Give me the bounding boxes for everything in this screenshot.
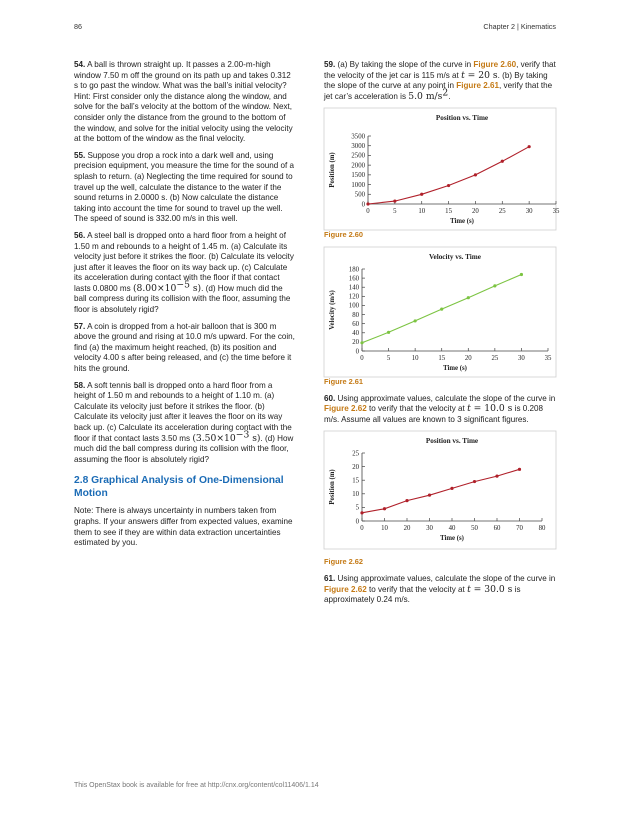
y-tick-label: 3000	[351, 143, 365, 151]
x-tick-label: 10	[381, 525, 388, 533]
math-variable: t	[461, 69, 465, 81]
chapter-header: Chapter 2 | Kinematics	[483, 22, 556, 31]
math-expression: (8.00×10	[132, 282, 177, 294]
y-tick-label: 20	[352, 464, 359, 472]
y-tick-label: 25	[352, 450, 359, 458]
math-expression: = 30.0 s	[470, 583, 513, 595]
problem-text: to verify that the velocity at	[366, 584, 468, 594]
data-point	[474, 174, 477, 177]
problem-text: A coin is dropped from a hot-air balloon that is 300 m above the ground and rising at 10.0 m/s upward. For the coin, find (a) the maximum height reached, (b) its position and velocity 4.00 s after being released, and (c) the time before it hits the ground.	[74, 321, 295, 374]
problem-text: , verify that the jet car’s acceleration is	[324, 81, 553, 101]
y-tick-label: 100	[348, 302, 359, 310]
x-tick-label: 20	[403, 525, 411, 533]
problem-text: (a) By taking the slope of the curve in	[335, 60, 474, 69]
data-point	[420, 193, 423, 196]
data-point	[428, 494, 431, 497]
x-tick-label: 25	[491, 354, 499, 362]
data-point	[366, 203, 369, 206]
data-point	[467, 296, 470, 299]
data-point	[383, 508, 386, 511]
y-tick-label: 3500	[351, 133, 365, 141]
figure-link[interactable]: Figure 2.62	[324, 404, 367, 414]
y-tick-label: 160	[348, 275, 359, 283]
problem-text: . (d) How much did the ball compress during its collision with the floor, assuming the floor is absolutely rigid?	[74, 433, 294, 464]
math-exponent: −5	[176, 279, 190, 291]
y-tick-label: 80	[352, 311, 359, 319]
data-point	[520, 273, 523, 276]
x-axis-label: Time (s)	[450, 218, 474, 226]
problem-54	[74, 60, 296, 145]
figure-caption: Figure 2.60	[324, 230, 364, 240]
data-point	[414, 319, 417, 322]
problem-number: 55.	[74, 150, 86, 160]
problem-text: Suppose you drop a rock into a dark well and, using precision equipment, you measure the time for the sound of a splash to return. (a) Neglecting the time required for sound to travel up the well, calculate the distance to the water if the sound returns in 2.0000 s. (b) Now calculate the distance taking into account the time for sound to travel up the well. The speed of sound is 332.00 m/s in this well.	[74, 150, 295, 224]
y-axis-label: Position (m)	[329, 469, 336, 505]
x-tick-label: 35	[544, 354, 552, 362]
y-tick-label: 0	[361, 201, 365, 209]
data-point	[450, 487, 453, 490]
left-column	[74, 60, 296, 555]
problem-number: 60.	[324, 393, 336, 403]
chart-title: Position vs. Time	[425, 437, 479, 446]
problem-text: .	[448, 91, 451, 101]
y-tick-label: 140	[348, 284, 359, 292]
problem-text: is 0.208 m/s. Assume all values are known to 3 significant figures.	[324, 404, 544, 424]
data-point	[447, 184, 450, 187]
math-variable: t	[467, 583, 471, 595]
x-tick-label: 15	[445, 208, 452, 216]
y-tick-label: 20	[352, 339, 359, 347]
chart-title: Velocity vs. Time	[429, 252, 481, 261]
math-variable: t	[467, 403, 471, 415]
y-axis-label: Velocity (m/s)	[329, 290, 336, 330]
problem-58	[74, 381, 296, 466]
x-axis-label: Time (s)	[443, 364, 467, 372]
problem-56	[74, 231, 296, 316]
figure-caption: Figure 2.62	[324, 557, 364, 567]
math-expression: = 10.0 s	[470, 403, 513, 415]
problem-number: 58.	[74, 380, 86, 390]
data-point	[473, 480, 476, 483]
right-column	[324, 60, 560, 612]
figure-2-60-chart	[324, 108, 560, 230]
problem-text: A ball is thrown straight up. It passes a 2.00-m-high window 7.50 m off the ground on its path up and takes 0.312 s to go past the window. What was the ball’s initial velocity? Hint: First consider only the distance along the window, and solve for the ball’s velocity at the bottom of the window. Next, consider only the distance from the ground to the bottom of the window, and solve for the initial velocity using the velocity at the bottom of the window as the final velocity.	[74, 60, 293, 144]
problem-text: . (d) How much did the ball compress during its collision with the floor, assuming the floor is absolutely rigid?	[74, 283, 291, 315]
y-tick-label: 500	[354, 191, 365, 199]
problem-57	[74, 322, 296, 375]
problem-60	[324, 394, 556, 426]
x-tick-label: 0	[360, 525, 364, 533]
problem-59	[324, 60, 556, 102]
figure-2-62-chart	[324, 431, 556, 549]
x-tick-label: 30	[426, 525, 433, 533]
x-tick-label: 30	[525, 208, 533, 216]
x-tick-label: 40	[448, 525, 456, 533]
y-tick-label: 5	[355, 505, 359, 513]
math-expression: s)	[249, 432, 261, 444]
data-point	[405, 499, 408, 502]
x-tick-label: 0	[360, 354, 364, 362]
x-tick-label: 30	[518, 354, 525, 362]
y-tick-label: 0	[355, 518, 359, 526]
problem-number: 57.	[74, 321, 86, 331]
problem-text: is approximately 0.24 m/s.	[324, 584, 521, 605]
y-tick-label: 10	[352, 491, 359, 499]
y-tick-label: 180	[348, 266, 359, 274]
footer-note: This OpenStax book is available for free at http://cnx.org/content/col11406/1.14	[74, 782, 319, 789]
y-tick-label: 1000	[351, 182, 365, 190]
y-tick-label: 2500	[351, 153, 365, 161]
page-number: 86	[74, 22, 82, 31]
figure-link[interactable]: Figure 2.62	[324, 584, 367, 594]
x-tick-label: 60	[493, 525, 501, 533]
math-exponent: −3	[235, 428, 250, 440]
y-tick-label: 15	[352, 477, 359, 485]
chart-title: Position vs. Time	[435, 114, 489, 123]
x-tick-label: 35	[552, 208, 560, 216]
data-point	[493, 284, 496, 287]
problem-text: Using approximate values, calculate the slope of the curve in	[335, 393, 556, 403]
problem-55	[74, 151, 296, 225]
data-point	[501, 160, 504, 163]
x-axis-label: Time (s)	[440, 535, 464, 543]
y-tick-label: 0	[355, 348, 359, 356]
x-tick-label: 10	[418, 208, 426, 216]
problem-text: Using approximate values, calculate the slope of the curve in	[335, 573, 556, 583]
section-note: Note: There is always uncertainty in numbers taken from graphs. If your answers differ from expected values, examine them to see if they are within data extraction uncertainties estimated by you.	[74, 506, 293, 548]
problem-text: , verify that the velocity of the jet car is 115 m/s at	[324, 60, 556, 80]
problem-text: to verify that the velocity at	[366, 404, 468, 414]
section-heading: 2.8 Graphical Analysis of One-Dimensional Motion	[74, 475, 284, 499]
data-point	[440, 307, 443, 310]
x-tick-label: 20	[464, 354, 472, 362]
x-tick-label: 80	[538, 525, 546, 533]
math-expression: (3.50×10	[192, 432, 236, 444]
data-point	[393, 200, 396, 203]
x-tick-label: 20	[472, 208, 479, 216]
math-expression: s)	[189, 282, 202, 294]
data-point	[387, 331, 390, 334]
problem-61	[324, 574, 556, 606]
problem-text: A steel ball is dropped onto a hard floor from a height of 1.50 m and rebounds to a height of 1.45 m. (a) Calculate its velocity just before it strikes the floor. (b) Calculate its velocity just after it leaves the floor on its way back up. (c) Calculate its acceleration during contact with the floor if that contact lasts 0.0800 ms	[74, 230, 294, 293]
data-point	[495, 475, 498, 478]
problem-number: 54.	[74, 60, 86, 69]
problem-text: A soft tennis ball is dropped onto a hard floor from a height of 1.50 m and rebounds to a height of 1.10 m. (a) Calculate its velocity just before it strikes the floor. (b) Calculate its velocity just after it leaves the floor on its way back up. (c) Calculate its acceleration during contact with the floor if that contact lasts 3.50 ms	[74, 380, 292, 443]
figure-caption: Figure 2.61	[324, 376, 364, 386]
data-point	[360, 512, 363, 515]
data-point	[360, 341, 363, 344]
problem-number: 59.	[324, 60, 336, 69]
x-tick-label: 70	[516, 525, 523, 533]
math-expression: 5.0 m/s	[408, 90, 443, 102]
figure-2-61-chart	[324, 247, 556, 377]
x-tick-label: 10	[411, 354, 419, 362]
problem-number: 56.	[74, 230, 86, 240]
math-expression: = 20 s	[464, 69, 498, 81]
problem-text: . (b) By taking the slope of the curve at any point in	[324, 70, 548, 91]
x-tick-label: 50	[471, 525, 478, 533]
figure-link[interactable]: Figure 2.60	[473, 60, 517, 69]
y-tick-label: 120	[348, 293, 359, 301]
x-tick-label: 5	[386, 354, 391, 362]
y-tick-label: 60	[352, 320, 359, 328]
y-tick-label: 1500	[351, 172, 365, 180]
x-tick-label: 0	[366, 208, 370, 216]
y-tick-label: 40	[352, 330, 359, 338]
x-tick-label: 25	[498, 208, 506, 216]
data-point	[528, 145, 531, 148]
problem-number: 61.	[324, 573, 336, 583]
x-tick-label: 15	[438, 354, 446, 362]
x-tick-label: 5	[393, 208, 397, 216]
figure-link[interactable]: Figure 2.61	[456, 81, 500, 91]
y-axis-label: Position (m)	[329, 152, 336, 189]
data-point	[518, 468, 521, 471]
math-exponent: 2	[442, 87, 449, 99]
y-tick-label: 2000	[351, 162, 365, 170]
